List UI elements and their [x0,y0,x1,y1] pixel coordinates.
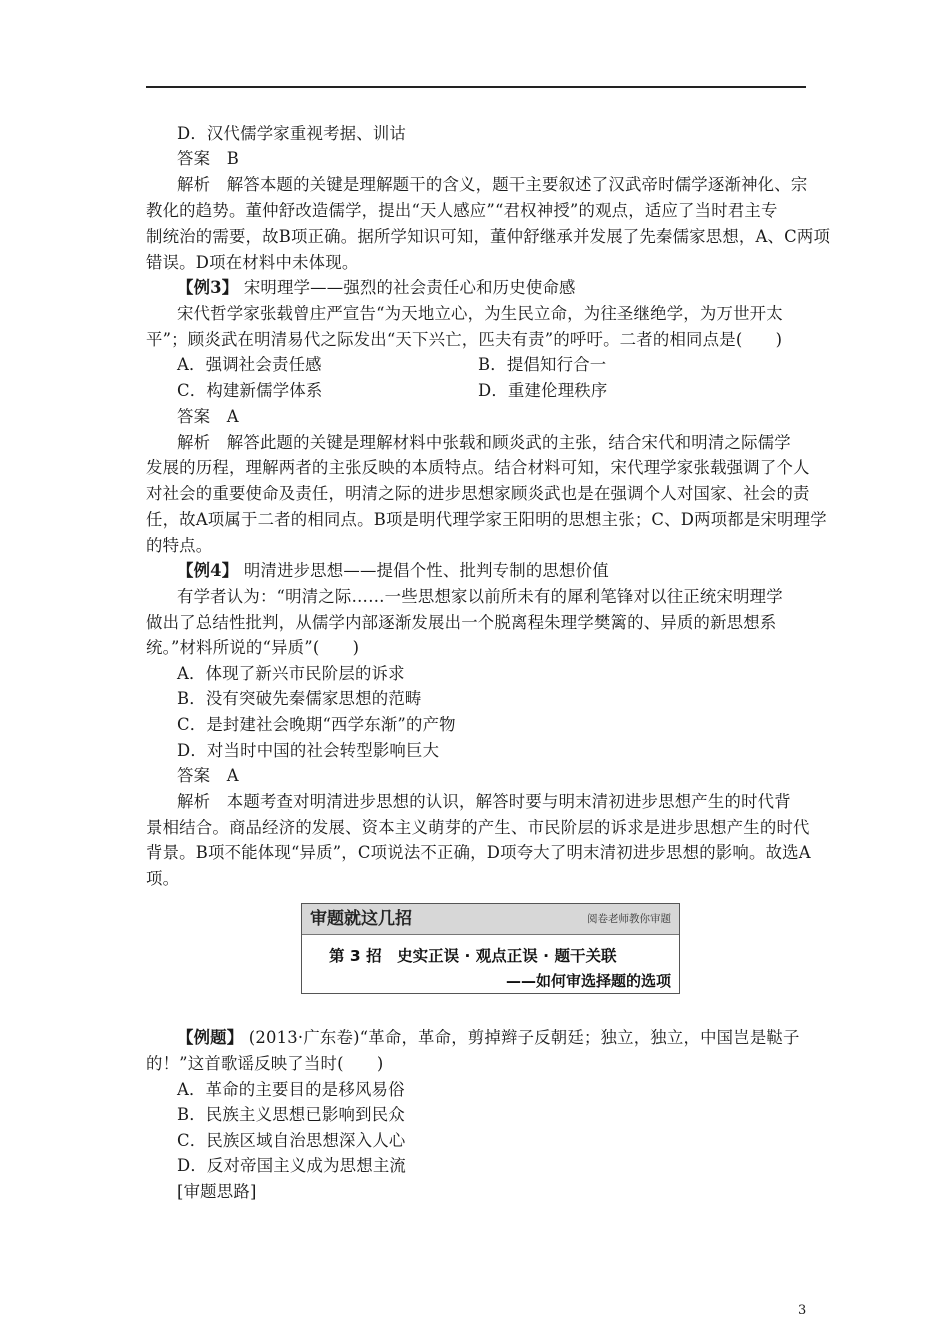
example-question-source: (2013·广东卷)“革命，革命，剪掉辫子反朝廷；独立，独立，中国岂是鞑子 [248,1028,800,1047]
tips-banner-subheading: ——如何审选择题的选项 [505,972,671,990]
example-4-option-c: C．是封建社会晚期“西学东渐”的产物 [177,715,456,734]
example-4-option-b: B．没有突破先秦儒家思想的范畴 [177,689,422,708]
example-4-analysis-4: 项。 [146,869,180,888]
example-question-option-c: C．民族区域自治思想深入人心 [177,1131,406,1150]
example-4-option-d: D．对当时中国的社会转型影响巨大 [177,741,440,760]
example-4-answer: 答案 A [177,766,239,785]
tips-banner [301,903,680,994]
option-d-prev: D．汉代儒学家重视考据、训诂 [177,124,407,143]
example-3-answer: 答案 A [177,407,239,426]
example-3-analysis-4: 任，故A项属于二者的相同点。B项是明代理学家王阳明的思想主张；C、D两项都是宋明理学 [146,510,827,529]
analysis-prev-line-1: 解析 解答本题的关键是理解题干的含义，题干主要叙述了汉武帝时儒学逐渐神化、宗 [177,175,808,194]
example-question-option-a: A．革命的主要目的是移风易俗 [177,1080,405,1099]
example-4-analysis-3: 背景。B项不能体现“异质”，C项说法不正确，D项夸大了明末清初进步思想的影响。故选A [146,843,811,862]
analysis-prev-line-2: 教化的趋势。董仲舒改造儒学，提出“天人感应”“君权神授”的观点，适应了当时君主专 [146,201,778,220]
example-question-stem-1 [177,1028,800,1048]
example-4-heading [177,561,609,581]
tips-banner-heading: 第 3 招 史实正误 · 观点正误 · 题干关联 [329,947,617,965]
analysis-prev-line-4: 错误。D项在材料中未体现。 [146,253,359,272]
tips-banner-subtitle: 阅卷老师教你审题 [587,913,671,925]
example-question-tag: 【例题】 [177,1028,244,1047]
example-4-stem-1: 有学者认为：“明清之际……一些思想家以前所未有的犀利笔锋对以往正统宋明理学 [177,587,783,606]
example-3-tag: 【例3】 [177,278,239,297]
example-3-analysis-5: 的特点。 [146,536,213,555]
example-question-option-d: D．反对帝国主义成为思想主流 [177,1156,407,1175]
answer-prev: 答案 B [177,149,240,168]
example-3-options-row-2 [177,381,608,401]
analysis-prev-line-3: 制统治的需要，故B项正确。据所学知识可知，董仲舒继承并发展了先秦儒家思想，A、C两项 [146,227,831,246]
example-3-option-c: C．构建新儒学体系 [177,381,323,400]
tips-banner-title: 审题就这几招 [310,909,412,929]
example-4-tag: 【例4】 [177,561,239,580]
example-3-analysis-3: 对社会的重要使命及责任，明清之际的进步思想家顾炎武也是在强调个人对国家、社会的责 [146,484,810,503]
example-3-option-a: A．强调社会责任感 [177,355,322,374]
example-3-options-row-1 [177,355,607,375]
header-rule [146,86,806,88]
example-4-stem-3: 统。”材料所说的“异质”( ) [146,638,360,657]
example-question-stem-2: 的！”这首歌谣反映了当时( ) [146,1054,384,1073]
example-3-stem-1: 宋代哲学家张载曾庄严宣告“为天地立心，为生民立命，为往圣继绝学，为万世开太 [177,304,783,323]
example-4-analysis-2: 景相结合。商品经济的发展、资本主义萌芽的产生、市民阶层的诉求是进步思想产生的时代 [146,818,810,837]
example-3-title: 宋明理学——强烈的社会责任心和历史使命感 [243,278,576,297]
example-question-option-b: B．民族主义思想已影响到民众 [177,1105,405,1124]
tips-banner-header [302,904,679,935]
example-4-option-a: A．体现了新兴市民阶层的诉求 [177,664,405,683]
review-thinking-label: [审题思路] [177,1182,257,1201]
example-4-analysis-1: 解析 本题考查对明清进步思想的认识，解答时要与明末清初进步思想产生的时代背 [177,792,791,811]
page-number: 3 [798,1303,807,1318]
example-3-analysis-2: 发展的历程，理解两者的主张反映的本质特点。结合材料可知，宋代理学家张载强调了个人 [146,458,810,477]
example-4-title: 明清进步思想——提倡个性、批判专制的思想价值 [243,561,609,580]
example-4-stem-2: 做出了总结性批判，从儒学内部逐渐发展出一个脱离程朱理学樊篱的、异质的新思想系 [146,613,777,632]
example-3-analysis-1: 解析 解答此题的关键是理解材料中张载和顾炎武的主张，结合宋代和明清之际儒学 [177,433,791,452]
example-3-option-d: D．重建伦理秩序 [478,381,608,400]
example-3-option-b: B．提倡知行合一 [478,355,607,374]
example-3-stem-2: 平”；顾炎武在明清易代之际发出“天下兴亡，匹夫有责”的呼吁。二者的相同点是( ) [146,330,783,349]
example-3-heading [177,278,576,298]
